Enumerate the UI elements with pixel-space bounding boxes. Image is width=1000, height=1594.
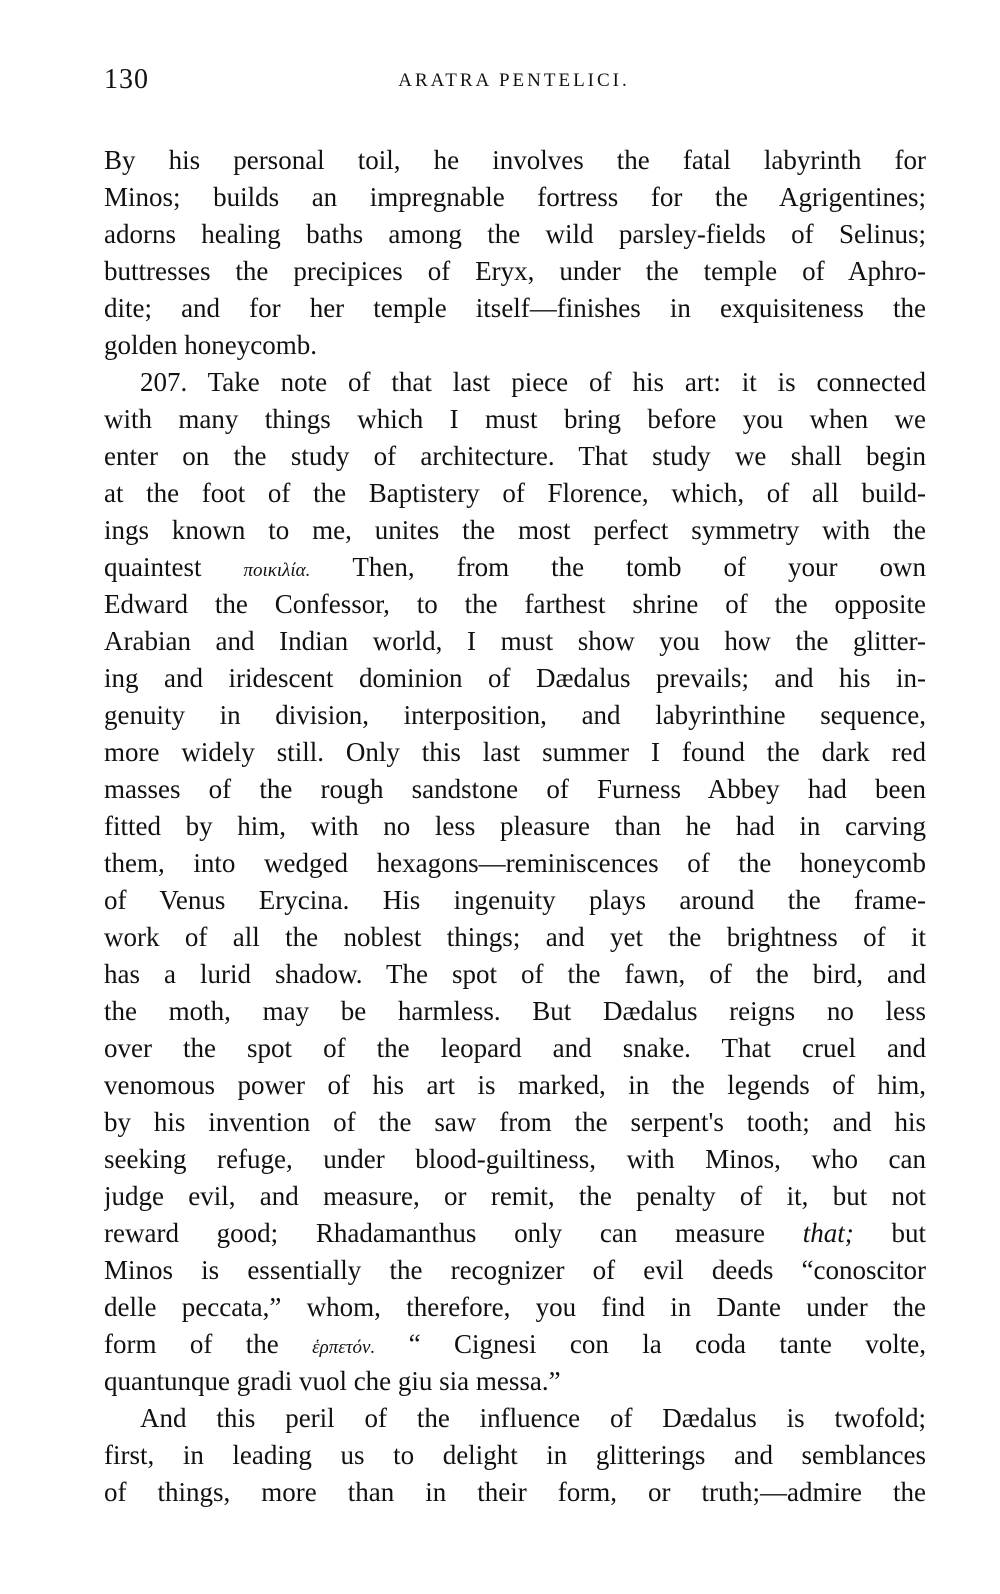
text-line: of Venus Erycina. His ingenuity plays around the frame- (104, 885, 926, 915)
running-title: ARATRA PENTELICI. (398, 70, 630, 91)
text-segment: “ Cignesi con la coda tante volte, (375, 1329, 926, 1359)
text-segment: form of the (104, 1329, 313, 1359)
text-line (104, 549, 926, 586)
text-line: with many things which I must bring before you when we (104, 404, 926, 434)
text-segment: reward good; Rhadamanthus only can measure (104, 1218, 803, 1248)
text-line: delle peccata,” whom, therefore, you find in Dante under the (104, 1292, 926, 1322)
text-line: fitted by him, with no less pleasure than he had in carving (104, 811, 926, 841)
text-line: Arabian and Indian world, I must show you how the glitter- (104, 626, 926, 656)
italic-word: that; (802, 1218, 854, 1248)
text-line: golden honeycomb. (104, 330, 317, 360)
text-line: Minos is essentially the recognizer of evil deeds “conoscitor (104, 1255, 926, 1285)
text-line: the moth, may be harmless. But Dædalus reigns no less (104, 996, 926, 1026)
text-line: masses of the rough sandstone of Furness Abbey had been (104, 774, 926, 804)
text-line: venomous power of his art is marked, in the legends of him, (104, 1070, 926, 1100)
text-line: at the foot of the Baptistery of Florence, which, of all build- (104, 478, 926, 508)
page-number: 130 (104, 64, 149, 95)
text-line: seeking refuge, under blood-guiltiness, with Minos, who can (104, 1144, 926, 1174)
text-line: genuity in division, interposition, and labyrinthine sequence, (104, 700, 926, 730)
paragraph-start: And this peril of the influence of Dædalus is twofold; (140, 1403, 926, 1433)
text-line: of things, more than in their form, or truth;—admire the (104, 1477, 926, 1507)
text-line (104, 1326, 926, 1363)
text-segment: quaintest (104, 552, 244, 582)
text-line: buttresses the precipices of Eryx, under the temple of Aphro- (104, 256, 926, 286)
text-line: them, into wedged hexagons—reminiscences of the honeycomb (104, 848, 926, 878)
text-segment: but (853, 1218, 926, 1248)
text-line: more widely still. Only this last summer I found the dark red (104, 737, 926, 767)
text-line: ings known to me, unites the most perfect symmetry with the (104, 515, 926, 545)
text-line: adorns healing baths among the wild parsley-fields of Selinus; (104, 219, 926, 249)
text-line: Edward the Confessor, to the farthest shrine of the opposite (104, 589, 926, 619)
text-line: Minos; builds an impregnable fortress for the Agrigentines; (104, 182, 926, 212)
greek-word: ποικιλία. (243, 560, 311, 581)
greek-word: ἑρπετόν. (312, 1337, 376, 1358)
text-line: has a lurid shadow. The spot of the fawn, of the bird, and (104, 959, 926, 989)
text-line (104, 1215, 926, 1252)
text-segment: Then, from the tomb of your own (310, 552, 926, 582)
text-line: by his invention of the saw from the serpent's tooth; and his (104, 1107, 926, 1137)
text-line: By his personal toil, he involves the fatal labyrinth for (104, 145, 926, 175)
text-line: enter on the study of architecture. That study we shall begin (104, 441, 926, 471)
running-head (104, 62, 924, 98)
body-text (104, 142, 926, 1511)
text-line: ing and iridescent dominion of Dædalus prevails; and his in- (104, 663, 926, 693)
text-line: work of all the noblest things; and yet the brightness of it (104, 922, 926, 952)
text-line: first, in leading us to delight in glitterings and semblances (104, 1440, 926, 1470)
text-line: over the spot of the leopard and snake. That cruel and (104, 1033, 926, 1063)
text-line: judge evil, and measure, or remit, the penalty of it, but not (104, 1181, 926, 1211)
text-line: quantunque gradi vuol che giu sia messa.” (104, 1366, 561, 1396)
paragraph-207-start: 207. Take note of that last piece of his art: it is connected (140, 367, 926, 397)
text-line: dite; and for her temple itself—finishes in exquisiteness the (104, 293, 926, 323)
